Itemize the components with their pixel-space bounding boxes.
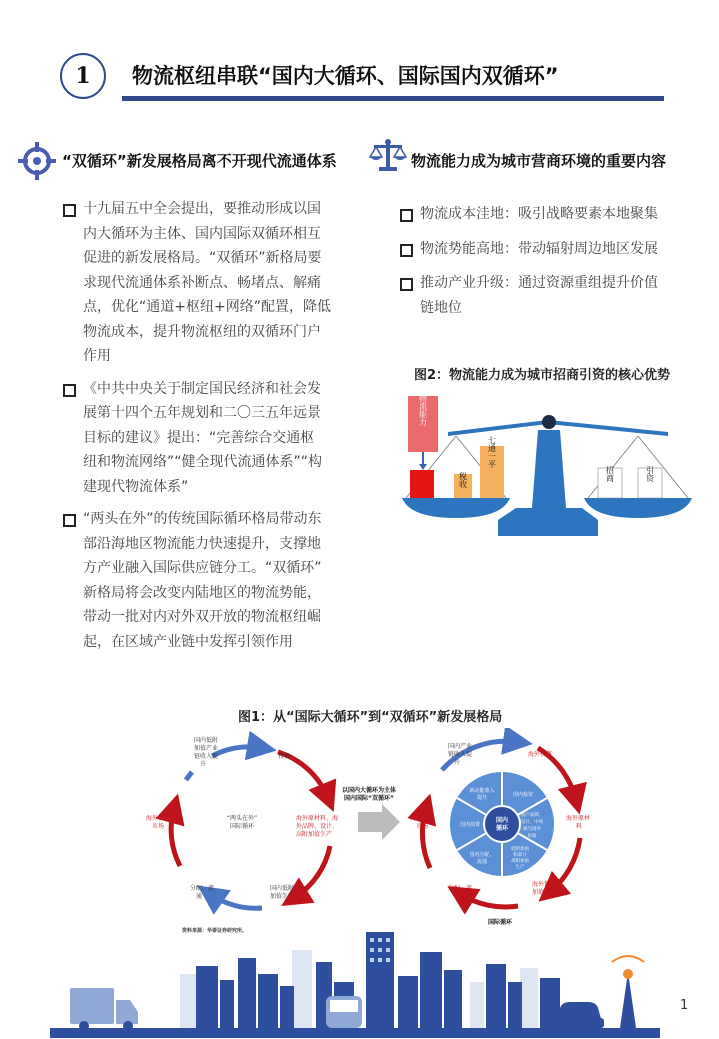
invest-label: 招商 [605,466,615,482]
bus-icon [326,996,362,1028]
inner-core [484,806,520,842]
transition-arrow [358,804,400,840]
svg-text:新动能收入提升: 新动能收入提升 [469,788,495,801]
scale-icon [368,137,408,173]
figure1-caption: 图1：从“国际大循环”到“双循环”新发展格局 [238,710,503,725]
skyline-footer [0,922,719,1039]
right-heading: 物流能力成为城市营商环境的重要内容 [411,152,667,170]
section-title: 物流枢纽串联“国内大循环、国际国内双循环” [132,64,559,88]
svg-text:国内产业链收入提升: 国内产业链收入提升 [448,743,473,766]
intl-cycle-label: 国际循环 [488,919,513,926]
section-number-badge [60,53,106,99]
svg-text:国内低附加值产业链收入提升: 国内低附加值产业链收入提升 [194,737,219,768]
right-bullet-2: 物流势能高地：带动辐射周边地区发展 [400,237,690,262]
truck-icon [70,988,138,1031]
ground-bar [50,1028,660,1038]
svg-text:国产品牌、设计、中高端与国外价值: 国产品牌、设计、中高端与国外价值 [520,813,544,839]
svg-text:海外消费市场: 海外消费市场 [146,815,171,830]
svg-text:国内消费: 国内消费 [459,822,481,828]
svg-text:国内低附加值生产: 国内低附加值生产 [270,885,295,900]
tax-label: 税收 [458,472,468,488]
svg-text:分配、流通: 分配、流通 [190,885,215,900]
logistics-label: 物流能力 [418,394,428,426]
svg-text:海外低附加值生产: 海外低附加值生产 [532,881,557,896]
left-bullet-2: 《中共中央关于制定国民经济和社会发 展第十四个五年规划和二〇三五年远景 目标的建议》提出：“完善综合交通枢 纽和物流网络”“健全现代流通体系”“构 建现代物流体系” [63,377,348,500]
left-heading: “双循环”新发展格局离不开现代流通体系 [62,152,337,170]
left-bullet-1: 十九届五中全会提出，要推动形成以国 内大循环为主体、国内国际双循环相互 促进的新发展格局。“双循环”新格局要 求现代流通体系补断点、畅堵点、解痛 点，优化“通道+枢纽+网络”配置，降低 物流成本，提升物流枢纽的双循环门户 作用 [63,197,348,369]
figure1-diagram [130,728,600,938]
svg-text:国内分配、流通: 国内分配、流通 [469,852,495,865]
svg-text:低附加值和部分高附加值生产: 低附加值和部分高附加值生产 [511,847,529,870]
scale-pivot [542,415,556,429]
right-pan [584,498,692,518]
target-icon [17,141,57,181]
section-number: 1 [75,63,91,89]
svg-text:分配、流通: 分配、流通 [448,885,473,900]
right-bullet-list [400,202,690,328]
tower-icon [612,956,644,1028]
figure2-balance-scale [398,390,698,538]
svg-text:海外消费市场: 海外消费市场 [410,815,435,830]
scale-base [498,520,598,536]
svg-text:海外原材料、海外品牌、设计、高附加值生产: 海外原材料、海外品牌、设计、高附加值生产 [296,815,339,838]
svg-text:“两头在外”国际循环: “两头在外”国际循环 [226,815,258,830]
svg-text:以国内大循环为主体国内国际“双循环”: 以国内大循环为主体国内国际“双循环” [342,787,397,802]
seven-label: 七通一平 [487,436,497,468]
logistics-weight [410,470,434,498]
right-bullet-1: 物流成本洼地：吸引战略要素本地聚集 [400,202,690,227]
page-number: 1 [680,998,689,1013]
right-invest-label: 海外投资 [528,751,553,758]
figure1-source: 资料来源：华泰证券研究所。 [182,928,248,934]
svg-text:国内投资: 国内投资 [512,792,534,798]
left-bullet-3: “两头在外”的传统国际循环格局带动东 部沿海地区物流能力快速提升，支撑地 方产业融入国际供应链分工。“双循环” 新格局将会改变内陆地区的物流势能， 带动一批对内对外双开放的物流枢纽崛 起，在区域产业链中发挥引领作用 [63,507,348,654]
figure2-caption: 图2：物流能力成为城市招商引资的核心优势 [414,368,671,383]
capital-label: 引资 [645,466,655,482]
car-icon [554,1002,604,1028]
left-invest-label: 投资 [278,753,291,760]
title-underline [122,96,664,101]
left-pan [402,498,510,518]
scale-pillar [532,430,566,508]
svg-text:国内循环: 国内循环 [495,817,509,832]
svg-text:海外原材料: 海外原材料 [566,815,591,830]
right-bullet-3: 推动产业升级：通过资源重组提升价值 链地位 [400,271,690,320]
left-bullet-list [63,197,348,662]
